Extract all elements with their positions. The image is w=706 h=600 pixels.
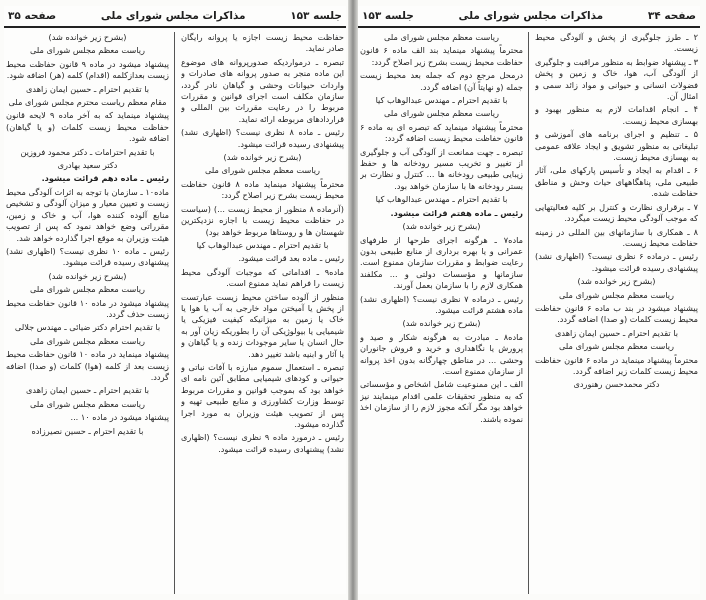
paragraph: با تقدیم احترام ـ حسین ایمان زاهدی — [25, 385, 150, 396]
right-page — [358, 6, 700, 594]
paragraph: با تقدیم احترام ـ مهندس عبدالوهاب کیا — [375, 95, 508, 106]
paragraph: ماده۷ ـ هرگونه اجرای طرحها از طرفهای عمرانی و یا بهره برداری از منابع طبیعی بدون رعایت ضوابط و مقررات سازمان ممنوع است. سازمانها و مؤسسات دولتی و ... مکلفند همکاری لازم را با سازمان بعمل آورند. — [360, 234, 523, 291]
paragraph: رئیس ـ درماده ۶ نظری نیست؟ (اظهاری نشد) پیشنهادی رسیده قرائت میشود. — [535, 251, 698, 273]
paragraph: دکتر محمدحسن رهنوردی — [573, 379, 660, 390]
paragraph: با تقدیم احترام ـ حسین ایمان زاهدی — [25, 83, 150, 94]
column-separator — [528, 32, 529, 594]
paragraph: ریاست معظم مجلس شورای ملی — [29, 45, 145, 56]
paragraph: (آنرماده ۸ منظور از محیط زیست ...) (سیاست در حفاظت محیط زیست با اجازه نزدیکترین شهستان ها و روستاها مربوط خواهد بود) — [181, 203, 344, 237]
paragraph: ریاست معظم مجلس شورای ملی — [204, 165, 320, 176]
paragraph: رئیس ـ ماده بعد قرائت میشود. — [238, 253, 344, 264]
left-page-header — [4, 6, 346, 28]
paragraph: ماده۱۰ ـ سازمان با توجه به اثرات آلودگی محیط زیست و تعیین معیار و میزان آلودگی و تشخیص منابع آلوده کننده هوا، آب و خاک و زمین، مقرراتی وضع خواهد نمود که پس از تصویب هیئت وزیران به موقع اجرا گذارده خواهد شد. — [6, 186, 169, 243]
paragraph: با تقدیم احترام ـ حسین ایمان زاهدی — [554, 327, 679, 338]
page-title: مذاکرات مجلس شورای ملی — [458, 10, 604, 22]
paragraph: تبصره ـ استعمال سموم مبارزه با آفات نباتی و حیوانی و کودهای شیمیایی مطابق آئین نامه ای خواهد بود که بموجب قوانین و مقررات مربوط توسط وزارت کشاورزی و منابع طبیعی تهیه و پس از تصویب هیئت وزیران به مورد اجرا گذارده میشود. — [181, 361, 344, 429]
paragraph: منظور از آلوده ساختن محیط زیست عبارتست از پخش یا آمیختن مواد خارجی به آب یا هوا یا خاک یا زمین به میزانیکه کیفیت فیزیکی یا شیمیایی یا بیولوژیکی آن را بطوریکه زیان آور به حال انسان یا سایر موجودات زنده و یا گیاهان و یا آثار و ابنیه باشد تغییر دهد. — [181, 291, 344, 359]
paragraph: درمحل مرجع دوم که جمله بعد محیط زیست جمله (و نهایتاً آن) اضافه گردد. — [360, 70, 523, 92]
page-number: صفحه ۳۴ — [647, 10, 696, 22]
paragraph: ۴ ـ انجام اقدامات لازم به منظور بهبود و بهسازی محیط زیست. — [535, 104, 698, 126]
paragraph: (بشرح زیر خوانده شد) — [402, 221, 481, 232]
right-page-col-right — [535, 32, 698, 594]
paragraph: ۵ ـ تنظیم و اجرای برنامه های آموزشی و تبلیغاتی به منظور تشویق و ایجاد علاقه عمومی به بهسازی محیط زیست. — [535, 129, 698, 163]
paragraph: تبصره ـ جهت ممانعت از آلودگی آب و جلوگیری از تغییر و تخریب مسیر رودخانه ها و حفظ زیبایی طبیعی رودخانه ها ... کنترل و نظارت بر بستر رودخانه ها با سازمان خواهد بود. — [360, 146, 523, 191]
session-label: جلسه ۱۵۳ — [290, 10, 342, 22]
paragraph: ۸ ـ همکاری با سازمانهای بین المللی در زمینه حفاظت محیط زیست. — [535, 226, 698, 248]
paragraph: با تقدیم احترام ـ مهندس عبدالوهاب کیا — [375, 194, 508, 205]
right-page-header — [358, 6, 700, 28]
paragraph: ۶ ـ اقدام به ایجاد و تأسیس پارکهای ملی، آثار طبیعی ملی، پناهگاههای حیات وحش و مناطق حفاظت شده. — [535, 165, 698, 199]
paragraph: پیشنهاد میشود در بند ب ماده ۶ قانون حفاظت محیط زیست کلمات (و صدا) اضافه گردد. — [535, 302, 698, 325]
column-separator — [174, 32, 175, 594]
left-page-col-left — [6, 32, 169, 594]
paragraph: رئیس ـ ماده ۸ نظری نیست؟ (اظهاری نشد) پیشنهادی رسیده قرائت میشود. — [181, 127, 344, 149]
left-page-col-right — [181, 32, 344, 594]
paragraph: پیشنهاد میشود در ماده ۱۰ قانون حفاظت محیط زیست حذف گردد. — [6, 297, 169, 319]
paragraph: محترماً پیشنهاد مینماید در ماده ۶ قانون حفاظت محیط زیست کلمات زیر اضافه گردد. — [535, 354, 698, 376]
paragraph: پیشنهاد میشود در ماده ۱۰ ... — [70, 412, 169, 423]
paragraph: پیشنهاد مینماید در ماده ۱۰ قانون حفاظت محیط زیست بعد از کلمه (هوا) کلمات (و صدا) اضافه گردد. — [6, 349, 169, 382]
paragraph: رئیس ـ درمورد ماده ۹ نظری نیست؟ (اظهاری نشد) پیشنهادی رسیده قرائت میشود. — [181, 432, 344, 454]
paragraph: ۳ ـ پیشنهاد ضوابط به منظور مراقبت و جلوگیری از آلودگی آب، هوا، خاک و زمین و پخش فضولات انسانی و حیوانی و مواد زائد سمی و امثال آن. — [535, 56, 698, 102]
paragraph: ریاست معظم مجلس شورای ملی — [383, 32, 499, 42]
paragraph: (بشرح زیر خوانده شد) — [223, 152, 302, 163]
paragraph: پیشنهاد میشود در ماده ۹ قانون حفاظت محیط زیست بعدازکلمه (اقدام) کلمه (هر) اضافه شود. — [6, 58, 169, 81]
paragraph: با تقدیم احترام ـ مهندس عبدالوهاب کیا — [196, 239, 329, 250]
paragraph: مقام معظم ریاست محترم مجلس شورای ملی — [8, 97, 167, 108]
paragraph: رئیس ـ ماده دهم قرائت میشود. — [41, 173, 169, 184]
left-page — [4, 6, 346, 594]
paragraph: ریاست معظم مجلس شورای ملی — [558, 341, 674, 352]
paragraph: با تقدیم احترام دکتر ضیائی ـ مهندس جلالی — [14, 322, 161, 333]
session-label: جلسه ۱۵۳ — [362, 10, 414, 22]
paragraph: (بشرح زیر خوانده شد) — [48, 270, 127, 281]
paragraph: با تقدیم احترامات ـ دکتر محمود فروزین — [20, 146, 155, 157]
paragraph: (بشرح زیر خوانده شد) — [402, 318, 481, 329]
paragraph: دکتر سعید بهادری — [57, 160, 118, 171]
paragraph: رئیس ـ درماده ۷ نظری نیست؟ (اظهاری نشد) ماده هشتم قرائت میشود. — [360, 293, 523, 315]
paragraph: ریاست معظم مجلس شورای ملی — [29, 284, 145, 295]
paragraph: پیشنهاد مینماید که به آخر ماده ۹ لایحه قانون حفاظت محیط زیست کلمات (و یا گیاهان) اضافه شود. — [6, 110, 169, 144]
paragraph: با تقدیم احترام ـ حسین نصیرزاده — [31, 425, 144, 436]
paragraph: ریاست معظم مجلس شورای ملی — [29, 335, 145, 346]
book-gutter — [348, 0, 358, 600]
paragraph: (بشرح زیر خوانده شد) — [577, 276, 656, 287]
right-page-col-left — [360, 32, 523, 594]
left-page-columns — [4, 32, 346, 594]
paragraph: محترماً پیشنهاد مینماید ماده ۸ قانون حفاظت محیط زیست بشرح زیر اصلاح گردد: — [181, 178, 344, 201]
paragraph: محترماً پیشنهاد مینماید بند الف ماده ۶ قانون حفاظت محیط زیست بشرح زیر اصلاح گردد: — [360, 45, 523, 67]
paragraph: ریاست معظم مجلس شورای ملی — [29, 398, 145, 409]
paragraph: ۲ ـ طرز جلوگیری از پخش و آلودگی محیط زیست. — [535, 32, 698, 54]
paragraph: ریاست معظم مجلس شورای ملی — [383, 108, 499, 119]
page-title: مذاکرات مجلس شورای ملی — [100, 10, 246, 22]
paragraph: ۷ ـ برقراری نظارت و کنترل بر کلیه فعالیتهایی که موجب آلودگی محیط زیست میگردد. — [535, 201, 698, 224]
paragraph: حفاظت محیط زیست اجازه یا پروانه رایگان صادر نماید. — [181, 32, 344, 54]
paragraph: (بشرح زیر خوانده شد) — [48, 32, 127, 42]
paragraph: تبصره ـ درمواردیکه صدورپروانه های موضوع این ماده منجر به صدور پروانه های صادرات و واردات حیوانات وحشی و گیاهان نادر گردد، سازمان مکلف است اجرای قوانین و مقررات مربوط را در رعایت مقررات بین المللی و قراردادهای مربوطه ارائه نماید. — [181, 56, 344, 124]
page-number: صفحه ۳۵ — [8, 10, 57, 22]
paragraph: رئیس ـ ماده هفتم قرائت میشود. — [390, 207, 523, 218]
paragraph: ریاست معظم مجلس شورای ملی — [558, 289, 674, 300]
paragraph: محترماً پیشنهاد مینماید که تبصره ای به ماده ۶ قانون حفاظت محیط زیست اضافه گردد: — [360, 121, 523, 144]
paragraph: رئیس ـ ماده ۱۰ نظری نیست؟ (اظهاری نشد) پیشنهادی رسیده قرائت میشود. — [6, 245, 169, 268]
paragraph: الف ـ این ممنوعیت شامل اشخاص و مؤسساتی که به منظور تحقیقات علمی اقدام مینمایند نیز خواهد بود مگر آنکه مجوز لازم را از سازمان اخذ نموده باشند. — [360, 379, 523, 424]
paragraph: ماده۹ ـ اقداماتی که موجبات آلودگی محیط زیست را فراهم نماید ممنوع است. — [181, 266, 344, 289]
right-page-columns — [358, 32, 700, 594]
paragraph: ماده۸ ـ مبادرت به هرگونه شکار و صید و پرورش یا نگاهداری و خرید و فروش جانوران وحشی ... در مناطق چهارگانه بدون اخذ پروانه از سازمان ممنوع است. — [360, 331, 523, 376]
